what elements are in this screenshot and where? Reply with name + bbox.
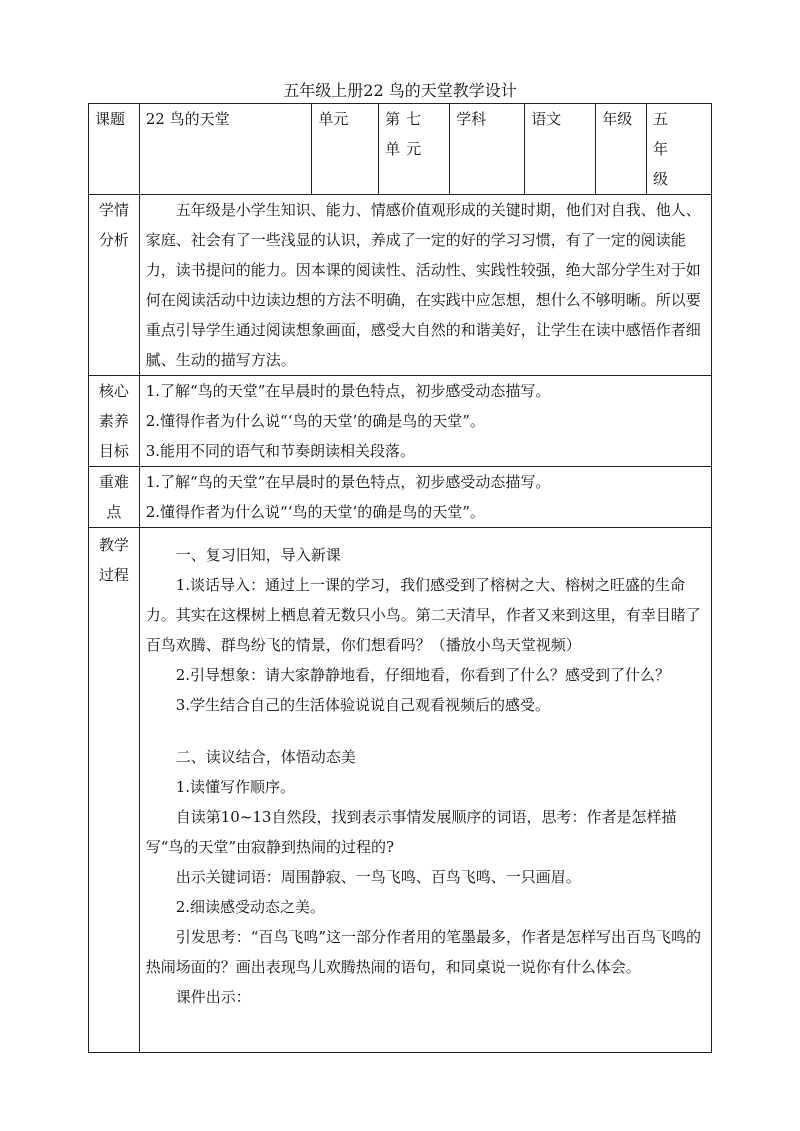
core-goals-label: 核心素养目标: [89, 376, 140, 467]
key-point-item: 2.懂得作者为什么说“‘鸟的天堂’的确是鸟的天堂”。: [145, 503, 485, 521]
process-paragraph: 1.谈话导入：通过上一课的学习，我们感受到了榕树之大、榕树之旺盛的生命力。其实在这棵树上栖息着无数只小鸟。第二天清早，作者又来到这里，有幸目睹了百鸟欢腾、群鸟纷飞的情景，你们想看吗？（播放小鸟天堂视频）: [145, 576, 701, 654]
topic-label: 课题: [89, 104, 140, 195]
analysis-label: 学情分析: [89, 195, 140, 376]
process-paragraph: 课件出示：: [175, 988, 251, 1006]
core-goal-item: 2.懂得作者为什么说“‘鸟的天堂’的确是鸟的天堂”。: [145, 412, 485, 430]
process-paragraph: 1.读懂写作顺序。: [175, 778, 296, 796]
document-title: 五年级上册22 鸟的天堂教学设计: [283, 81, 517, 100]
section-title: 二、读议结合，体悟动态美: [175, 748, 356, 766]
grade-label: 年级: [596, 104, 647, 195]
analysis-row: [89, 195, 712, 376]
key-points-row: [89, 467, 712, 528]
core-goal-item: 1.了解“鸟的天堂”在早晨时的景色特点，初步感受动态描写。: [145, 382, 551, 400]
core-goals-content: [139, 376, 711, 467]
process-row: [89, 528, 712, 1053]
subject-value: 语文: [525, 104, 596, 195]
subject-label: 学科: [450, 104, 525, 195]
process-paragraph: 出示关键词语：周围静寂、一鸟飞鸣、百鸟飞鸣、一只画眉。: [175, 868, 581, 886]
key-points-content: [139, 467, 711, 528]
process-paragraph: 3.学生结合自己的生活体验说说自己观看视频后的感受。: [175, 696, 551, 714]
process-paragraph: 2.细读感受动态之美。: [175, 898, 326, 916]
process-label: 教学过程: [89, 528, 140, 1053]
topic-value: 22 鸟的天堂: [139, 104, 311, 195]
header-row: [89, 104, 712, 195]
unit-label: 单元: [312, 104, 379, 195]
core-goals-row: [89, 376, 712, 467]
lesson-plan-table: [88, 103, 712, 1053]
key-points-label: 重难点: [89, 467, 140, 528]
analysis-text: [139, 195, 711, 376]
process-content: [139, 528, 711, 1053]
unit-value: 第七单元: [379, 104, 450, 195]
process-paragraph: 2.引导想象：请大家静静地看，仔细地看，你看到了什么？感受到了什么？: [175, 666, 671, 684]
key-point-item: 1.了解“鸟的天堂”在早晨时的景色特点，初步感受动态描写。: [145, 473, 551, 491]
process-paragraph: 自读第10~13自然段，找到表示事情发展顺序的词语，思考：作者是怎样描写“鸟的天堂”由寂静到热闹的过程的?: [145, 808, 677, 856]
core-goal-item: 3.能用不同的语气和节奏朗读相关段落。: [145, 442, 416, 460]
analysis-paragraph: 五年级是小学生知识、能力、情感价值观形成的关键时期，他们对自我、他人、家庭、社会有了一些浅显的认识，养成了一定的好的学习习惯，有了一定的阅读能力，读书提问的能力。因本课的阅读性、活动性、实践性较强，绝大部分学生对于如何在阅读活动中边读边想的方法不明确，在实践中应怎想，想什么不够明晰。所以要重点引导学生通过阅读想象画面，感受大自然的和谐美好，让学生在读中感悟作者细腻、生动的描写方法。: [145, 201, 701, 369]
process-paragraph: 引发思考：“百鸟飞鸣”这一部分作者用的笔墨最多，作者是怎样写出百鸟飞鸣的热闹场面的？画出表现鸟儿欢腾热闹的语句，和同桌说一说你有什么体会。: [145, 928, 702, 976]
section-title: 一、复习旧知，导入新课: [175, 546, 341, 564]
grade-value: 五年级: [646, 104, 711, 195]
